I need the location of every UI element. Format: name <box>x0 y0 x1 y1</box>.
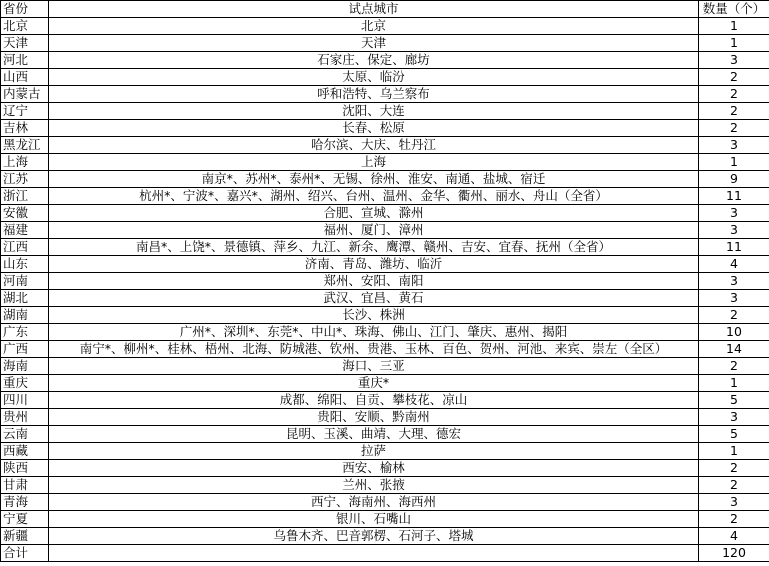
table-row <box>1 171 769 188</box>
table-row <box>1 222 769 239</box>
row-province: 安徽 <box>1 205 49 222</box>
table-row <box>1 205 769 222</box>
row-cities: 济南、青岛、潍坊、临沂 <box>49 256 699 273</box>
table-row <box>1 290 769 307</box>
row-cities: 乌鲁木齐、巴音郭楞、石河子、塔城 <box>49 528 699 545</box>
row-count: 3 <box>699 494 769 511</box>
table-row <box>1 86 769 103</box>
row-cities: 太原、临汾 <box>49 69 699 86</box>
row-cities: 武汉、宜昌、黄石 <box>49 290 699 307</box>
row-province: 贵州 <box>1 409 49 426</box>
row-province: 陕西 <box>1 460 49 477</box>
table-row <box>1 120 769 137</box>
row-province: 西藏 <box>1 443 49 460</box>
row-province: 新疆 <box>1 528 49 545</box>
table-row <box>1 103 769 120</box>
row-count: 1 <box>699 35 769 52</box>
row-count: 1 <box>699 443 769 460</box>
row-cities: 长沙、株洲 <box>49 307 699 324</box>
table-row <box>1 426 769 443</box>
row-count: 3 <box>699 273 769 290</box>
row-count: 2 <box>699 86 769 103</box>
row-cities: 银川、石嘴山 <box>49 511 699 528</box>
table-row <box>1 137 769 154</box>
row-count: 3 <box>699 222 769 239</box>
row-province: 山东 <box>1 256 49 273</box>
row-province: 四川 <box>1 392 49 409</box>
table-body <box>1 18 769 545</box>
table-row <box>1 409 769 426</box>
row-count: 2 <box>699 477 769 494</box>
row-province: 内蒙古 <box>1 86 49 103</box>
row-count: 5 <box>699 392 769 409</box>
row-count: 3 <box>699 409 769 426</box>
row-count: 3 <box>699 205 769 222</box>
row-province: 天津 <box>1 35 49 52</box>
row-count: 1 <box>699 18 769 35</box>
row-province: 黑龙江 <box>1 137 49 154</box>
row-cities: 拉萨 <box>49 443 699 460</box>
total-label: 合计 <box>1 545 49 562</box>
row-cities: 沈阳、大连 <box>49 103 699 120</box>
table-row <box>1 18 769 35</box>
table-row <box>1 188 769 205</box>
row-cities: 南昌*、上饶*、景德镇、萍乡、九江、新余、鹰潭、赣州、吉安、宜春、抚州（全省） <box>49 239 699 256</box>
table-row <box>1 494 769 511</box>
header-row <box>1 1 769 18</box>
table-row <box>1 154 769 171</box>
row-cities: 长春、松原 <box>49 120 699 137</box>
row-cities: 重庆* <box>49 375 699 392</box>
row-province: 湖南 <box>1 307 49 324</box>
row-province: 湖北 <box>1 290 49 307</box>
total-row <box>1 545 769 562</box>
table-footer <box>1 545 769 562</box>
row-cities: 西宁、海南州、海西州 <box>49 494 699 511</box>
row-count: 2 <box>699 307 769 324</box>
row-count: 1 <box>699 375 769 392</box>
row-count: 4 <box>699 528 769 545</box>
table-row <box>1 443 769 460</box>
row-count: 11 <box>699 239 769 256</box>
row-count: 2 <box>699 69 769 86</box>
header-province: 省份 <box>1 1 49 18</box>
table-row <box>1 273 769 290</box>
table-row <box>1 239 769 256</box>
row-cities: 西安、榆林 <box>49 460 699 477</box>
row-cities: 石家庄、保定、廊坊 <box>49 52 699 69</box>
row-province: 甘肃 <box>1 477 49 494</box>
row-count: 11 <box>699 188 769 205</box>
row-count: 2 <box>699 120 769 137</box>
row-province: 北京 <box>1 18 49 35</box>
table-row <box>1 324 769 341</box>
row-province: 福建 <box>1 222 49 239</box>
row-province: 广东 <box>1 324 49 341</box>
table-row <box>1 511 769 528</box>
total-cities <box>49 545 699 562</box>
table-row <box>1 52 769 69</box>
row-province: 吉林 <box>1 120 49 137</box>
row-count: 3 <box>699 52 769 69</box>
row-province: 辽宁 <box>1 103 49 120</box>
row-province: 海南 <box>1 358 49 375</box>
table-row <box>1 358 769 375</box>
row-count: 2 <box>699 103 769 120</box>
row-count: 2 <box>699 511 769 528</box>
row-cities: 南京*、苏州*、泰州*、无锡、徐州、淮安、南通、盐城、宿迁 <box>49 171 699 188</box>
row-province: 浙江 <box>1 188 49 205</box>
total-count: 120 <box>699 545 769 562</box>
row-cities: 北京 <box>49 18 699 35</box>
row-cities: 贵阳、安顺、黔南州 <box>49 409 699 426</box>
row-cities: 福州、厦门、漳州 <box>49 222 699 239</box>
row-cities: 南宁*、柳州*、桂林、梧州、北海、防城港、钦州、贵港、玉林、百色、贺州、河池、来宾、崇左（全区） <box>49 341 699 358</box>
row-province: 云南 <box>1 426 49 443</box>
row-count: 10 <box>699 324 769 341</box>
row-cities: 杭州*、宁波*、嘉兴*、湖州、绍兴、台州、温州、金华、衢州、丽水、舟山（全省） <box>49 188 699 205</box>
row-province: 江西 <box>1 239 49 256</box>
row-cities: 上海 <box>49 154 699 171</box>
table-row <box>1 69 769 86</box>
row-cities: 天津 <box>49 35 699 52</box>
row-count: 1 <box>699 154 769 171</box>
row-cities: 成都、绵阳、自贡、攀枝花、凉山 <box>49 392 699 409</box>
table-row <box>1 460 769 477</box>
row-count: 9 <box>699 171 769 188</box>
header-cities: 试点城市 <box>49 1 699 18</box>
row-count: 3 <box>699 137 769 154</box>
row-province: 重庆 <box>1 375 49 392</box>
table-row <box>1 392 769 409</box>
row-cities: 海口、三亚 <box>49 358 699 375</box>
row-province: 宁夏 <box>1 511 49 528</box>
header-count: 数量（个） <box>699 1 769 18</box>
row-province: 山西 <box>1 69 49 86</box>
row-cities: 郑州、安阳、南阳 <box>49 273 699 290</box>
row-count: 4 <box>699 256 769 273</box>
row-cities: 兰州、张掖 <box>49 477 699 494</box>
row-count: 2 <box>699 358 769 375</box>
table-row <box>1 341 769 358</box>
row-cities: 哈尔滨、大庆、牡丹江 <box>49 137 699 154</box>
table-header <box>1 1 769 18</box>
table-row <box>1 35 769 52</box>
table-row <box>1 375 769 392</box>
row-cities: 合肥、宣城、滁州 <box>49 205 699 222</box>
row-province: 江苏 <box>1 171 49 188</box>
row-count: 14 <box>699 341 769 358</box>
row-province: 河南 <box>1 273 49 290</box>
row-province: 广西 <box>1 341 49 358</box>
row-count: 2 <box>699 460 769 477</box>
row-province: 河北 <box>1 52 49 69</box>
row-province: 青海 <box>1 494 49 511</box>
table-row <box>1 528 769 545</box>
row-count: 3 <box>699 290 769 307</box>
row-cities: 呼和浩特、乌兰察布 <box>49 86 699 103</box>
table-row <box>1 256 769 273</box>
row-cities: 昆明、玉溪、曲靖、大理、德宏 <box>49 426 699 443</box>
table-row <box>1 477 769 494</box>
row-cities: 广州*、深圳*、东莞*、中山*、珠海、佛山、江门、肇庆、惠州、揭阳 <box>49 324 699 341</box>
row-count: 5 <box>699 426 769 443</box>
row-province: 上海 <box>1 154 49 171</box>
table-row <box>1 307 769 324</box>
